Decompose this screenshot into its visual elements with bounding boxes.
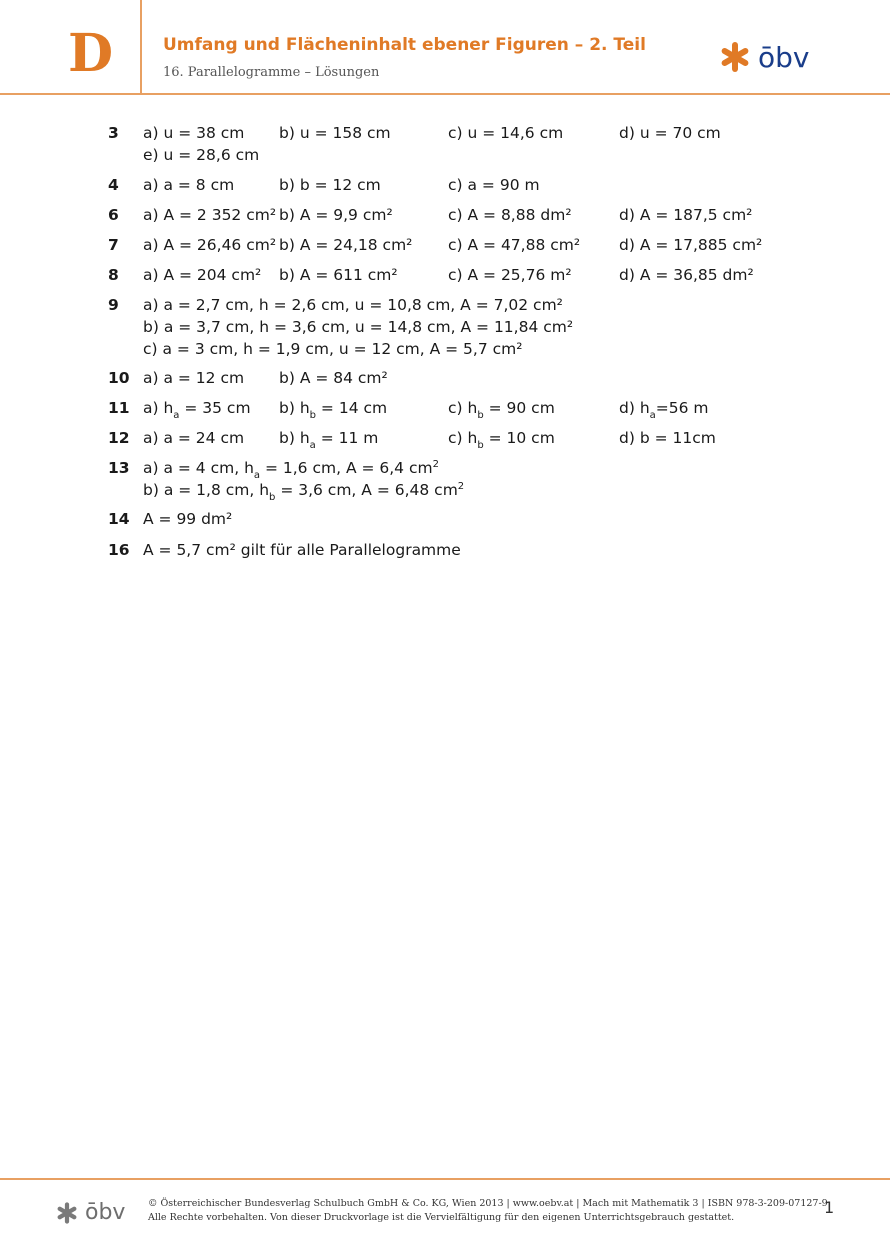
answer-d: d) b = 11cm <box>619 429 716 447</box>
logo-wordmark: ōbv <box>85 1200 126 1225</box>
answer-a: a) a = 24 cm <box>143 429 245 447</box>
answer-a: a) A = 204 cm² <box>143 266 262 284</box>
answer-b: b) A = 84 cm² <box>279 369 388 387</box>
answer: A = 99 dm² <box>143 510 233 528</box>
exercise-number: 10 <box>108 369 130 387</box>
exercise-number: 3 <box>108 124 119 142</box>
answer-d: d) A = 36,85 dm² <box>619 266 754 284</box>
copyright-line-1: © Österreichischer Bundesverlag Schulbuch GmbH & Co. KG, Wien 2013 | www.oebv.at | Mach mit Mathematik 3 | ISBN 978-3-209-07127-9 <box>148 1198 828 1209</box>
footer-rule <box>0 1178 890 1180</box>
answer-a: a) $h_a = 35$ cm <box>143 399 251 421</box>
answer-a: a) a = 8 cm <box>143 176 235 194</box>
answer-c: c) A = 25,76 m² <box>448 266 572 284</box>
answer-a: a) a = 4 cm, $h_a = 1,6$ cm, A = 6,4 $cm^2$ <box>143 459 439 481</box>
answer-a: a) A = 26,46 cm² <box>143 236 277 254</box>
exercise-number: 12 <box>108 429 130 447</box>
page-subtitle: 16. Parallelogramme – Lösungen <box>163 65 380 80</box>
answer-d: d) $h_a=56$ m <box>619 399 709 421</box>
answer-c: c) a = 3 cm, h = 1,9 cm, u = 12 cm, A = 5,7 cm² <box>143 340 523 358</box>
exercise-number: 8 <box>108 266 119 284</box>
exercise-number: 11 <box>108 399 130 417</box>
publisher-logo <box>718 40 809 74</box>
obv-star-icon <box>55 1201 79 1225</box>
answer-a: a) a = 2,7 cm, h = 2,6 cm, u = 10,8 cm, A = 7,02 cm² <box>143 296 563 314</box>
answer-b: b) a = 3,7 cm, h = 3,6 cm, u = 14,8 cm, A = 11,84 cm² <box>143 318 574 336</box>
exercise-number: 7 <box>108 236 119 254</box>
chapter-letter: D <box>68 23 114 84</box>
exercise-number: 16 <box>108 541 130 559</box>
page-number: 1 <box>824 1198 835 1217</box>
answer-d: d) A = 187,5 cm² <box>619 206 753 224</box>
exercise-number: 13 <box>108 459 130 477</box>
answer-b: b) $h_b = 14$ cm <box>279 399 388 421</box>
header-horizontal-rule <box>0 93 890 95</box>
copyright-line-2: Alle Rechte vorbehalten. Von dieser Druckvorlage ist die Vervielfältigung für den eigenen Unterrichtsgebrauch gestattet. <box>148 1212 735 1223</box>
answer-a: a) u = 38 cm <box>143 124 245 142</box>
exercise-number: 4 <box>108 176 119 194</box>
answer-d: d) A = 17,885 cm² <box>619 236 763 254</box>
answer-b: b) u = 158 cm <box>279 124 391 142</box>
answer-b: b) $h_a = 11$ m <box>279 429 379 451</box>
exercise-number: 6 <box>108 206 119 224</box>
answer-c: c) $h_b = 10$ cm <box>448 429 555 451</box>
footer-logo <box>55 1200 125 1225</box>
answer-a: a) A = 2 352 cm² <box>143 206 277 224</box>
answer-c: c) a = 90 m <box>448 176 540 194</box>
answer-b: b) A = 611 cm² <box>279 266 398 284</box>
answer-b: b) b = 12 cm <box>279 176 381 194</box>
answer: A = 5,7 cm² gilt für alle Parallelogramme <box>143 541 461 559</box>
logo-wordmark: ōbv <box>758 40 810 74</box>
answer-e: e) u = 28,6 cm <box>143 146 260 164</box>
answer-b: b) A = 24,18 cm² <box>279 236 413 254</box>
obv-star-icon <box>718 40 752 74</box>
answer-c: c) A = 8,88 dm² <box>448 206 572 224</box>
header-vertical-rule <box>140 0 142 95</box>
answer-a: a) a = 12 cm <box>143 369 245 387</box>
exercise-number: 14 <box>108 510 130 528</box>
answer-d: d) u = 70 cm <box>619 124 721 142</box>
answer-c: c) A = 47,88 cm² <box>448 236 581 254</box>
answer-b: b) a = 1,8 cm, $h_b = 3,6$ cm, A = 6,48 $cm^2$ <box>143 481 465 503</box>
answer-c: c) $h_b = 90$ cm <box>448 399 555 421</box>
copyright-notice <box>148 1197 828 1225</box>
answer-c: c) u = 14,6 cm <box>448 124 564 142</box>
answer-b: b) A = 9,9 cm² <box>279 206 393 224</box>
exercise-number: 9 <box>108 296 119 314</box>
page-title: Umfang und Flächeninhalt ebener Figuren – 2. Teil <box>163 35 646 55</box>
